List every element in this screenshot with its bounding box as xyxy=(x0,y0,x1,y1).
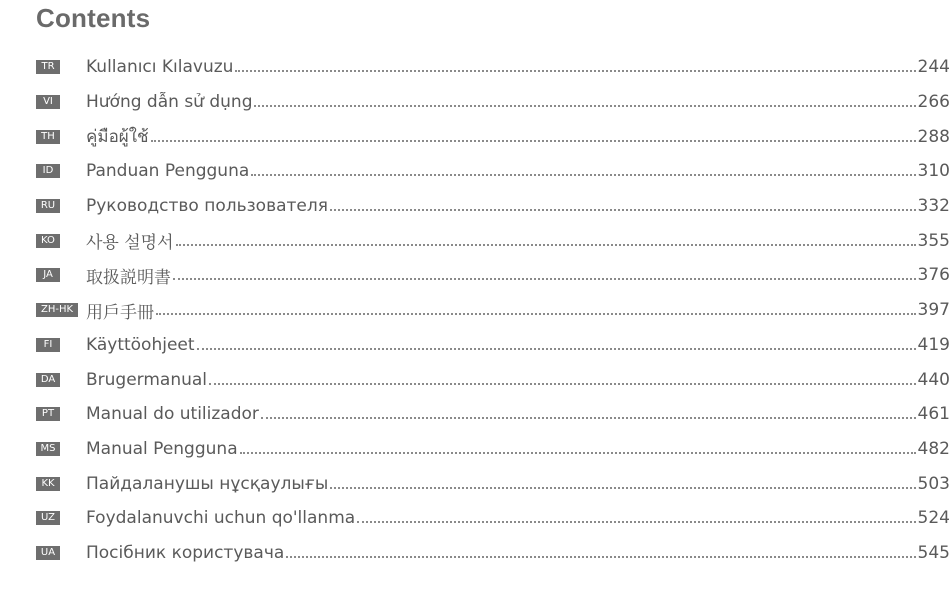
page-number: 288 xyxy=(917,126,950,147)
entry-label: Manual do utilizador xyxy=(86,404,259,425)
page-number: 545 xyxy=(917,542,950,563)
language-code-badge: DA xyxy=(36,373,60,387)
entry-label: Hướng dẫn sử dụng xyxy=(86,92,253,113)
language-code-badge: ZH-HK xyxy=(36,303,78,317)
entry-label: 用戶手冊 xyxy=(86,302,154,323)
dot-leader xyxy=(240,452,916,454)
page-number: 310 xyxy=(917,161,950,182)
language-code-badge: VI xyxy=(36,95,60,109)
dot-leader xyxy=(330,209,916,211)
toc-entry[interactable] xyxy=(36,432,950,467)
language-code-badge: FI xyxy=(36,338,60,352)
toc-entry[interactable] xyxy=(36,119,950,154)
dot-leader xyxy=(357,521,915,523)
toc-entry[interactable] xyxy=(36,501,950,536)
language-code-badge: ID xyxy=(36,164,60,178)
page-title: Contents xyxy=(36,3,151,33)
entry-label: Panduan Pengguna xyxy=(86,161,250,182)
toc-entry[interactable] xyxy=(36,536,950,571)
dot-leader xyxy=(235,70,915,72)
entry-label: Kullanıcı Kılavuzu xyxy=(86,57,234,78)
page-number: 332 xyxy=(917,196,950,217)
page-number: 503 xyxy=(917,473,950,494)
toc-entry[interactable] xyxy=(36,85,950,120)
entry-label: Пайдаланушы нұсқаулығы xyxy=(86,473,329,494)
page-number: 397 xyxy=(917,300,950,321)
language-code-badge: TR xyxy=(36,60,60,74)
toc-entry[interactable] xyxy=(36,397,950,432)
toc-entry[interactable] xyxy=(36,223,950,258)
entry-label: Brugermanual xyxy=(86,369,208,390)
page-number: 440 xyxy=(917,369,950,390)
dot-leader xyxy=(151,140,916,142)
toc-entry[interactable] xyxy=(36,466,950,501)
page-number: 524 xyxy=(917,508,950,529)
table-of-contents xyxy=(36,50,950,570)
entry-label: Käyttöohjeet xyxy=(86,334,195,355)
dot-leader xyxy=(173,278,916,280)
entry-label: Manual Pengguna xyxy=(86,438,238,459)
dot-leader xyxy=(156,313,916,315)
entry-label: Посібник користувача xyxy=(86,542,285,563)
toc-entry[interactable] xyxy=(36,189,950,224)
toc-entry[interactable] xyxy=(36,328,950,363)
entry-label: Руководство пользователя xyxy=(86,196,328,217)
entry-label: คู่มือผู้ใช้ xyxy=(86,127,149,148)
dot-leader xyxy=(286,556,915,558)
language-code-badge: JA xyxy=(36,268,60,282)
page-number: 355 xyxy=(917,230,950,251)
language-code-badge: KK xyxy=(36,477,60,491)
language-code-badge: UA xyxy=(36,546,60,560)
entry-label: Foydalanuvchi uchun qo'llanma xyxy=(86,508,356,529)
page-number: 419 xyxy=(917,334,950,355)
language-code-badge: MS xyxy=(36,442,60,456)
dot-leader xyxy=(176,244,916,246)
toc-entry[interactable] xyxy=(36,50,950,85)
dot-leader xyxy=(209,383,916,385)
dot-leader xyxy=(330,487,915,489)
dot-leader xyxy=(251,174,915,176)
page-number: 461 xyxy=(917,404,950,425)
page-number: 244 xyxy=(917,57,950,78)
page-number: 376 xyxy=(917,265,950,286)
dot-leader xyxy=(197,348,916,350)
language-code-badge: PT xyxy=(36,407,60,421)
page-number: 482 xyxy=(917,438,950,459)
dot-leader xyxy=(254,105,915,107)
language-code-badge: TH xyxy=(36,130,60,144)
entry-label: 사용 설명서 xyxy=(86,233,174,254)
page-number: 266 xyxy=(917,92,950,113)
language-code-badge: UZ xyxy=(36,511,60,525)
language-code-badge: RU xyxy=(36,199,60,213)
dot-leader xyxy=(261,417,916,419)
entry-label: 取扱説明書 xyxy=(86,267,171,288)
toc-entry[interactable] xyxy=(36,362,950,397)
language-code-badge: KO xyxy=(36,234,60,248)
toc-entry[interactable] xyxy=(36,293,950,328)
toc-entry[interactable] xyxy=(36,154,950,189)
toc-entry[interactable] xyxy=(36,258,950,293)
